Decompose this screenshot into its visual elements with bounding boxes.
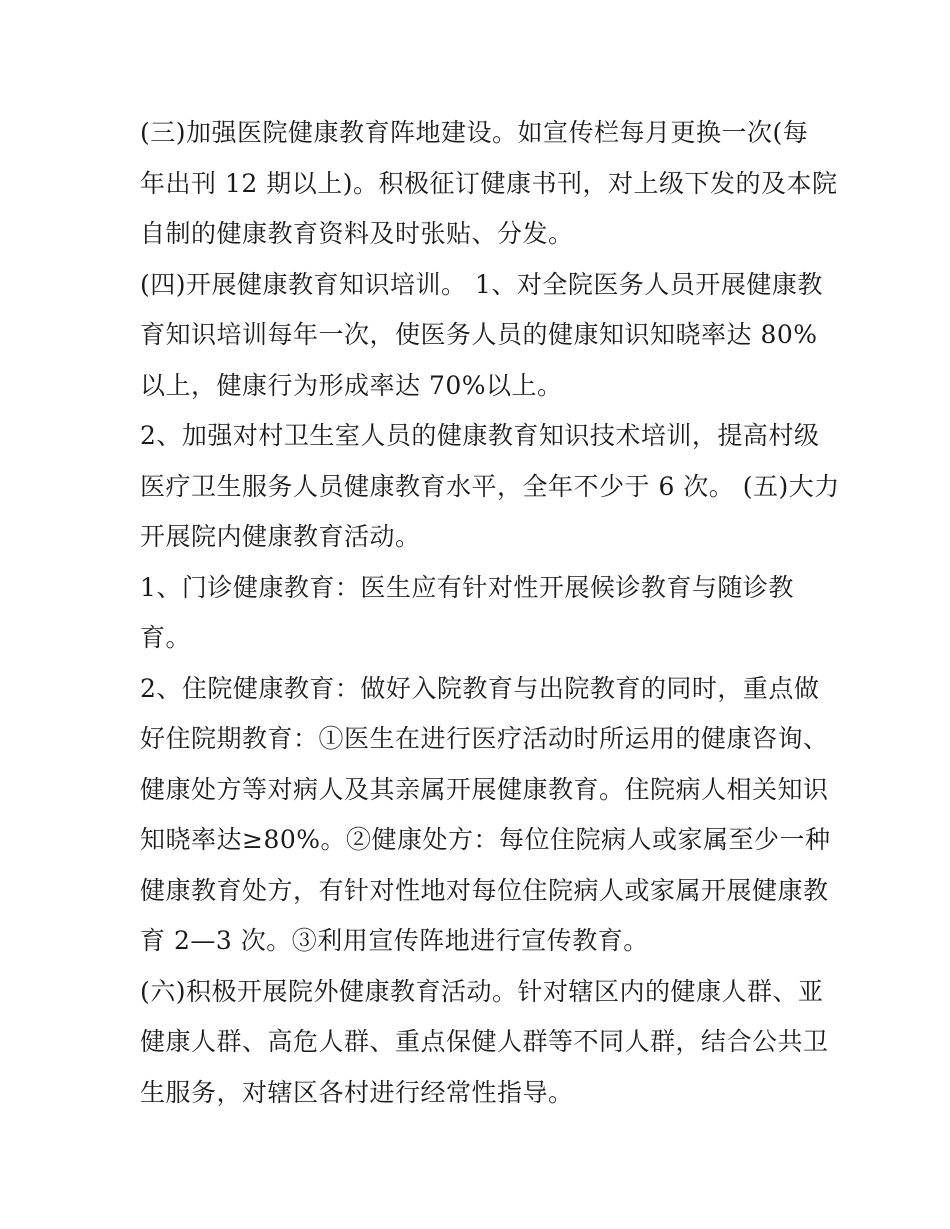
text-line: 生服务，对辖区各村进行经常性指导。 [140,1077,574,1107]
text-line: 2、住院健康教育：做好入院教育与出院教育的同时，重点做 [140,673,820,703]
text-line: 2、加强对村卫生室人员的健康教育知识技术培训，提高村级 [140,421,820,450]
text-line: (六)积极开展院外健康教育活动。针对辖区内的健康人群、亚 [140,976,824,1006]
text-line: 自制的健康教育资料及时张贴、分发。 [140,219,574,248]
text-line: 知晓率达≥80%。②健康处方：每位住院病人或家属至少一种 [140,825,831,854]
text-line: 健康教育处方，有针对性地对每位住院病人或家属开展健康教 [140,875,829,905]
text-line: 育。 [140,623,192,652]
text-line: 育 2—3 次。③利用宣传阵地进行宣传教育。 [140,926,649,955]
document-body [140,108,840,1118]
text-line: 健康人群、高危人群、重点保健人群等不同人群，结合公共卫 [140,1027,829,1056]
text-line: (四)开展健康教育知识培训。 1、对全院医务人员开展健康教 [140,269,823,299]
text-line: 好住院期教育：①医生在进行医疗活动时所运用的健康咨询、 [140,724,829,753]
text-line: 医疗卫生服务人员健康教育水平，全年不少于 6 次。 (五)大力 [140,471,840,501]
text-line: (三)加强医院健康教育阵地建设。如宣传栏每月更换一次(每 [140,118,809,147]
text-line: 健康处方等对病人及其亲属开展健康教育。住院病人相关知识 [140,774,829,804]
text-line: 育知识培训每年一次，使医务人员的健康知识知晓率达 80% [140,320,818,349]
text-line: 开展院内健康教育活动。 [140,522,421,551]
text-line: 年出刊 12 期以上)。积极征订健康书刊，对上级下发的及本院 [140,168,838,198]
text-line: 1、门诊健康教育：医生应有针对性开展候诊教育与随诊教 [140,572,794,602]
text-line: 以上，健康行为形成率达 70%以上。 [140,370,563,400]
